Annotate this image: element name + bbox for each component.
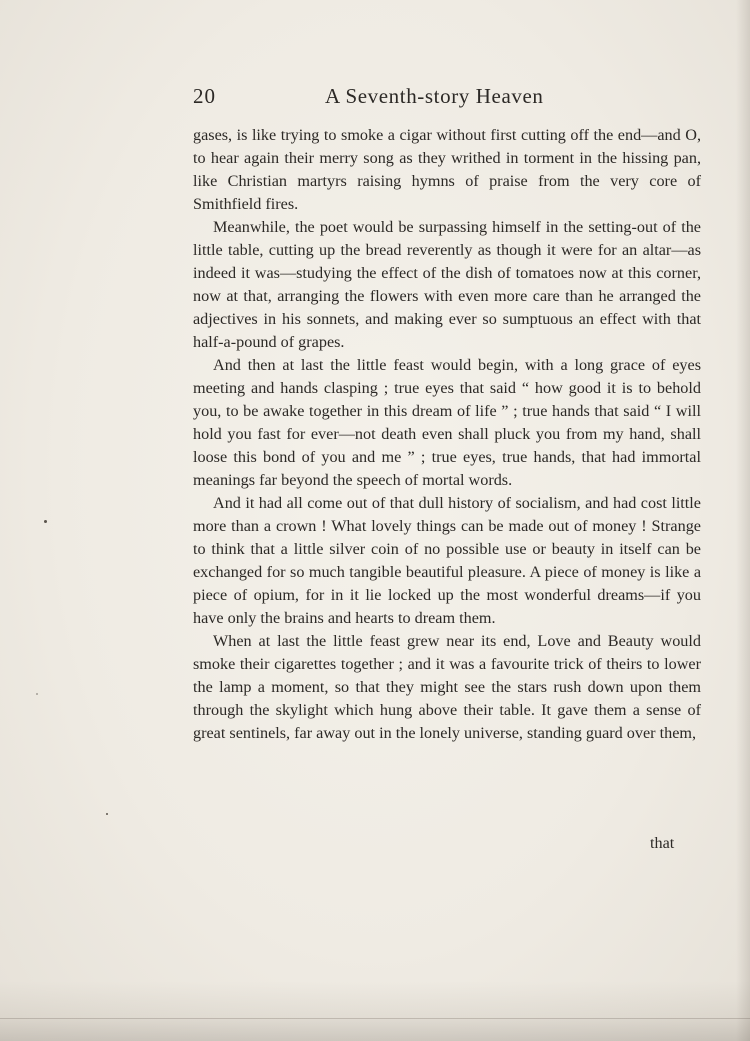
paper-speck	[44, 520, 47, 523]
running-title: A Seventh-story Heaven	[325, 84, 544, 108]
page-edge-shadow	[736, 0, 750, 1041]
catchword: that	[650, 834, 675, 852]
paragraph-4: And it had all come out of that dull history of socialism, and had cost little more than a crown ! What lovely things can be made out of money ! Strange to think that a little silver coin of no possible use or beauty in itself can be exchanged for so much tangible beautiful pleasure. A piece of money is like a piece of opium, for in it lie locked up the most wonderful dreams—if you have only the brains and hearts to dream them.	[193, 494, 701, 627]
paper-speck	[36, 693, 38, 695]
paper-speck	[106, 813, 108, 815]
paragraph-2: Meanwhile, the poet would be surpassing himself in the setting-out of the little table, cutting up the bread reverently as though it were for an altar—as indeed it was—studying the effect of the dish of tomatoes now at this corner, now at that, arranging the flowers with even more care than he arranged the adjectives in his sonnets, and making ever so sumptuous an effect with that half-a-pound of grapes.	[193, 218, 701, 351]
paragraph-5: When at last the little feast grew near its end, Love and Beauty would smoke their cigarettes together ; and it was a favourite trick of theirs to lower the lamp a moment, so that they might see the stars rush down upon them through the skylight which hung above their table. It gave them a sense of great sentinels, far away out in the lonely universe, standing guard over them,	[193, 632, 701, 742]
page-bottom-edge	[0, 981, 750, 1041]
paragraph-1: gases, is like trying to smoke a cigar without first cutting off the end—and O, to hear again their merry song as they writhed in torment in the hissing pan, like Christian martyrs raising hymns of praise from the very core of Smithfield fires.	[193, 126, 701, 213]
page-number: 20	[193, 84, 216, 108]
page-header	[193, 84, 701, 116]
paragraph-3: And then at last the little feast would begin, with a long grace of eyes meeting and hands clasping ; true eyes that said “ how good it is to behold you, to be awake together in this dream of life ” ; true hands that said “ I will hold you fast for ever—not death even shall pluck you from my hand, shall loose this bond of you and me ” ; true eyes, true hands, that had immortal meanings far beyond the speech of mortal words.	[193, 356, 701, 489]
body-text	[193, 124, 701, 745]
